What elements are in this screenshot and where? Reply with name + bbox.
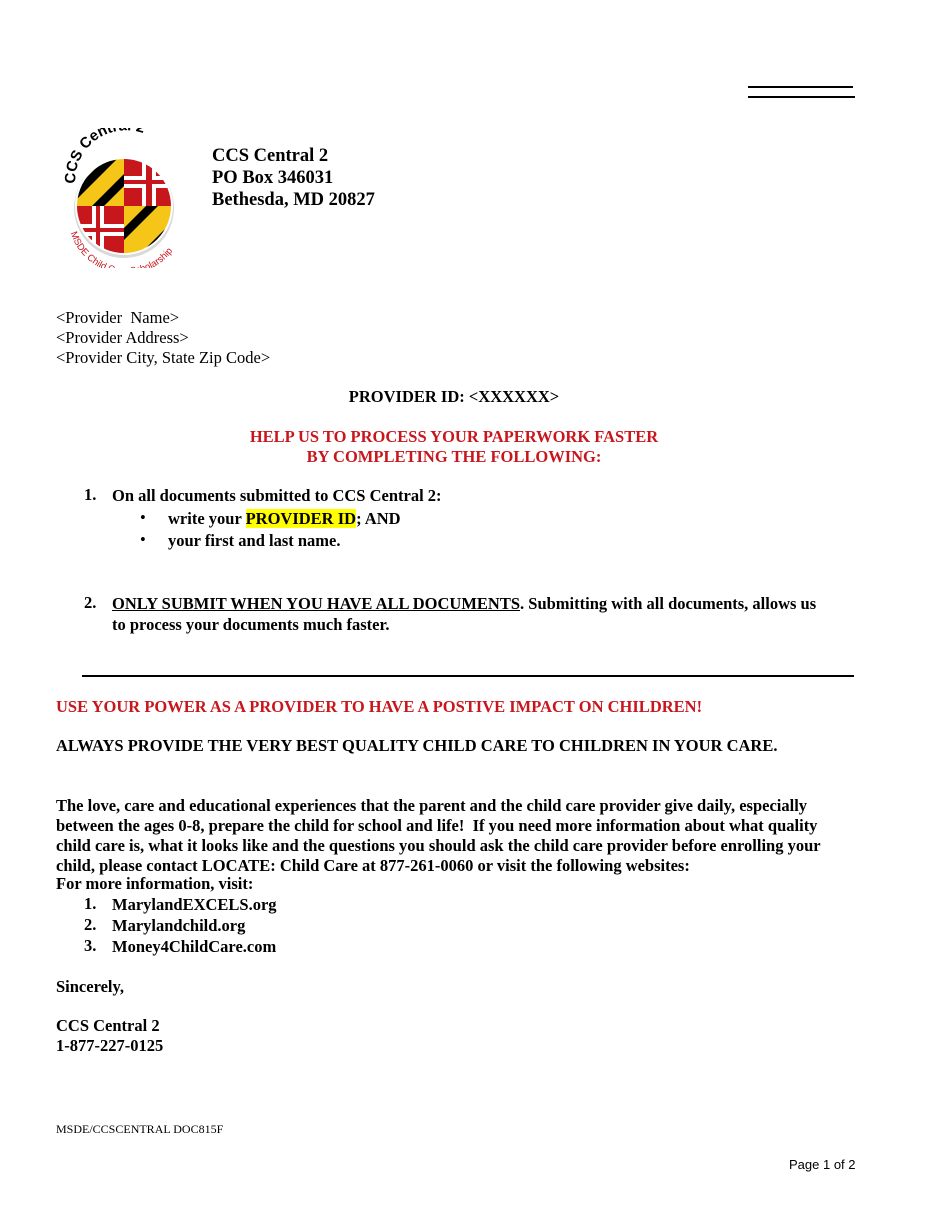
body-line4: child, please contact LOCATE: Child Care at 877-261-0060 or visit the following websites:	[56, 856, 690, 875]
instruction-2-underlined: ONLY SUBMIT WHEN YOU HAVE ALL DOCUMENTS	[112, 594, 521, 613]
site-link-marylandexcels[interactable]: MarylandEXCELS.org	[112, 895, 277, 914]
body-line1: The love, care and educational experiences that the parent and the child care provider give daily, especially	[56, 796, 808, 815]
instruction-1-text: On all documents submitted to CCS Central 2:	[112, 486, 442, 505]
section-divider	[82, 675, 854, 677]
document-code: MSDE/CCSCENTRAL DOC815F	[56, 1122, 224, 1136]
power-heading: USE YOUR POWER AS A PROVIDER TO HAVE A POSTIVE IMPACT ON CHILDREN!	[56, 697, 703, 716]
bullet-1-prefix: write your	[168, 509, 246, 528]
logo-arc-top-text: CCS Cent	[62, 128, 115, 184]
instruction-1-number: 1.	[84, 485, 97, 504]
site-2-number: 2.	[84, 915, 97, 934]
body-line2: between the ages 0-8, prepare the child for school and life! If you need more information about what quality	[56, 816, 818, 835]
quality-heading: ALWAYS PROVIDE THE VERY BEST QUALITY CHILD CARE TO CHILDREN IN YOUR CARE.	[56, 736, 778, 755]
closing-phone: 1-877-227-0125	[56, 1036, 164, 1055]
provider-id-heading: PROVIDER ID: <XXXXXX>	[348, 387, 560, 406]
provider-address	[56, 308, 270, 368]
more-info-heading: For more information, visit:	[56, 874, 254, 893]
return-address	[212, 145, 375, 211]
top-rule	[748, 86, 853, 88]
site-link-marylandchild[interactable]: Marylandchild.org	[112, 916, 246, 935]
instruction-2-text	[112, 593, 857, 614]
help-heading-line2: BY COMPLETING THE FOLLOWING:	[306, 446, 602, 466]
return-address-line2: PO Box 346031	[212, 168, 334, 188]
site-link-money4childcare[interactable]: Money4ChildCare.com	[112, 937, 277, 956]
instruction-2-line2: to process your documents much faster.	[112, 615, 390, 634]
provider-city-state-zip: <Provider City, State Zip Code>	[56, 348, 271, 367]
instruction-2-rest: . Submitting with all documents, allows us	[520, 594, 817, 613]
provider-name: <Provider Name>	[56, 308, 180, 327]
closing-org: CCS Central 2	[56, 1016, 160, 1035]
instruction-2-number: 2.	[84, 593, 97, 612]
provider-id-highlight: PROVIDER ID	[245, 509, 357, 528]
bullet-icon: •	[140, 530, 146, 549]
bullet-icon: •	[140, 508, 146, 527]
closing-salutation: Sincerely,	[56, 977, 124, 996]
help-heading-line1: HELP US TO PROCESS YOUR PAPERWORK FASTER	[249, 427, 659, 446]
instruction-1-bullet-2: your first and last name.	[168, 531, 341, 550]
return-address-line1: CCS Central 2	[212, 146, 329, 166]
body-line3: child care is, what it looks like and the questions you should ask the child care provider before enrolling your	[56, 836, 821, 855]
maryland-flag-seal-icon	[58, 128, 188, 268]
site-1-number: 1.	[84, 894, 97, 913]
page-number: Page 1 of 2	[789, 1157, 856, 1172]
logo-arc-bottom-text: MSDE Child olarship	[67, 230, 176, 268]
top-rule-lower	[748, 96, 855, 98]
instruction-1-bullet-1	[168, 508, 401, 529]
ccs-central-logo	[58, 128, 188, 268]
bullet-1-suffix: ; AND	[356, 509, 401, 528]
return-address-line3: Bethesda, MD 20827	[212, 190, 375, 210]
site-3-number: 3.	[84, 936, 97, 955]
provider-street: <Provider Address>	[56, 328, 189, 347]
help-heading	[0, 427, 908, 466]
